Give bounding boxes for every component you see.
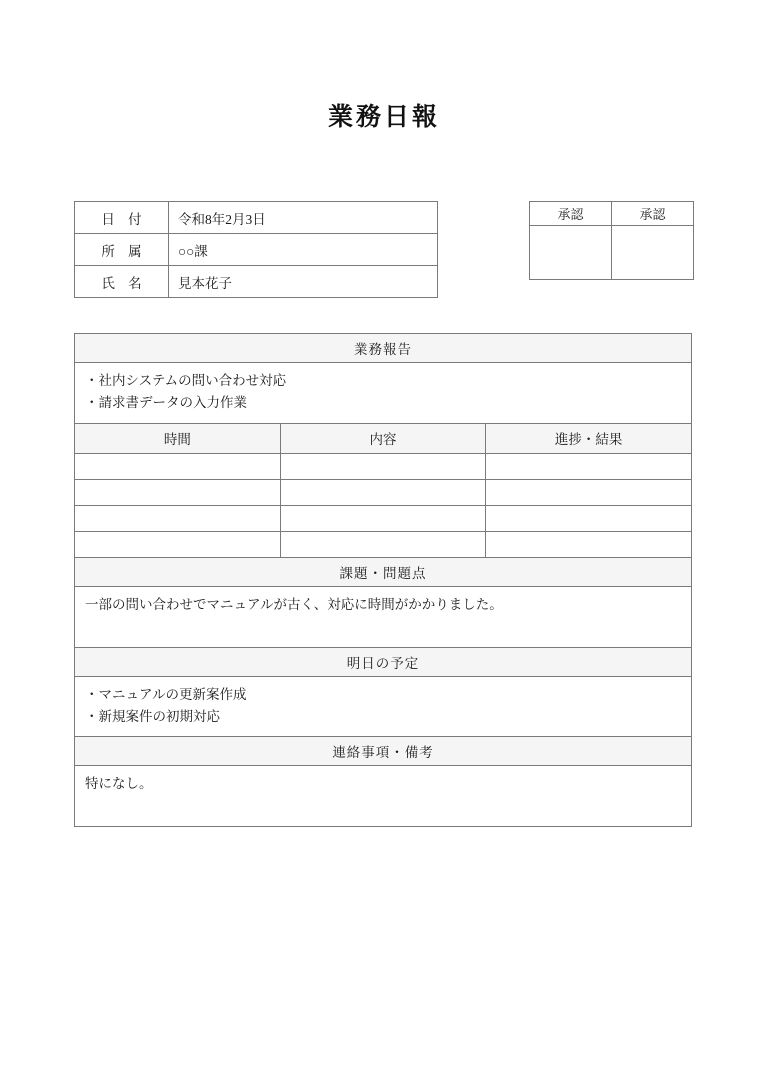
schedule-cell-content[interactable] [280,479,486,505]
schedule-header-row [75,423,692,453]
schedule-cell-content[interactable] [280,531,486,557]
info-value-department[interactable]: ○○課 [169,234,438,266]
section-title-tomorrow: 明日の予定 [75,647,692,676]
notes-row [75,766,692,827]
schedule-cell-time[interactable] [75,479,281,505]
info-label-department: 所 属 [75,234,169,266]
table-row [75,266,438,298]
info-value-name[interactable]: 見本花子 [169,266,438,298]
info-value-date[interactable]: 令和8年2月3日 [169,202,438,234]
list-item: ・請求書データの入力作業 [85,394,247,410]
schedule-cell-result[interactable] [486,505,692,531]
column-header-content: 内容 [280,423,486,453]
issues-text[interactable]: 一部の問い合わせでマニュアルが古く、対応に時間がかかりました。 [75,586,692,647]
notes-text[interactable]: 特になし。 [75,766,692,827]
schedule-cell-content[interactable] [280,505,486,531]
page-title: 業務日報 [327,104,440,131]
schedule-cell-time[interactable] [75,505,281,531]
schedule-cell-content[interactable] [280,453,486,479]
column-header-result: 進捗・結果 [486,423,692,453]
table-row [75,479,692,505]
table-row [75,202,438,234]
tomorrow-items-cell[interactable] [75,676,692,737]
schedule-cell-time[interactable] [75,453,281,479]
table-row [75,453,692,479]
section-header-row-tomorrow [75,647,692,676]
schedule-cell-result[interactable] [486,531,692,557]
schedule-cell-time[interactable] [75,531,281,557]
column-header-time: 時間 [75,423,281,453]
employee-info-table [74,201,438,298]
tomorrow-items-row [75,676,692,737]
approval-stamp-table [529,201,694,280]
section-title-notes: 連絡事項・備考 [75,737,692,766]
approval-header-row [530,202,694,226]
list-item: ・社内システムの問い合わせ対応 [85,373,287,388]
report-items-cell[interactable] [75,363,692,424]
section-title-issues: 課題・問題点 [75,557,692,586]
section-header-row-notes [75,737,692,766]
table-row [75,505,692,531]
list-item: ・マニュアルの更新案作成 [85,686,247,702]
info-label-date: 日 付 [75,202,169,234]
section-title-report: 業務報告 [75,334,692,363]
table-row [75,531,692,557]
issues-row [75,586,692,647]
section-header-row-issues [75,557,692,586]
approval-stamp-box-1[interactable] [530,226,612,280]
section-header-row-report [75,334,692,363]
approval-header-1: 承認 [530,202,612,226]
info-label-name: 氏 名 [75,266,169,298]
schedule-cell-result[interactable] [486,453,692,479]
report-body-table [74,333,692,827]
approval-stamp-row [530,226,694,280]
report-items-row [75,363,692,424]
table-row [75,234,438,266]
schedule-cell-result[interactable] [486,479,692,505]
approval-header-2: 承認 [612,202,694,226]
list-item: ・新規案件の初期対応 [85,708,220,724]
approval-stamp-box-2[interactable] [612,226,694,280]
